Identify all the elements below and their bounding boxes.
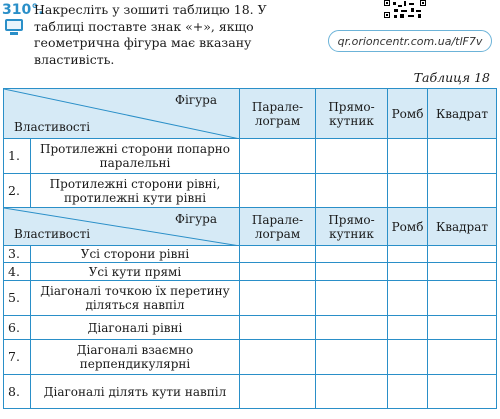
computer-icon [4,18,24,36]
row-number: 2. [4,174,31,208]
properties-header: Властивості [14,227,91,241]
answer-cell[interactable] [240,316,316,340]
answer-cell[interactable] [388,174,428,208]
column-header-square: Квадрат [428,208,497,246]
answer-cell[interactable] [388,375,428,409]
figure-header: Фігура [175,212,217,226]
answer-cell[interactable] [316,174,388,208]
row-number: 8. [4,375,31,409]
row-property: Усі сторони рівні [31,246,240,263]
row-number: 4. [4,263,31,281]
answer-cell[interactable] [240,174,316,208]
qr-link[interactable]: qr.orioncentr.com.ua/tlF7v [328,30,492,52]
column-header-rhombus: Ромб [388,89,428,139]
answer-cell[interactable] [428,316,497,340]
answer-cell[interactable] [240,340,316,375]
answer-cell[interactable] [316,316,388,340]
row-number: 3. [4,246,31,263]
table-row [4,139,497,174]
table-row [4,246,497,263]
row-property: Протилежні сторони рівні, протилежні кути рівні [31,174,240,208]
column-header-parallelogram: Парале-лограм [240,208,316,246]
answer-cell[interactable] [388,139,428,174]
row-number: 6. [4,316,31,340]
answer-cell[interactable] [388,263,428,281]
answer-cell[interactable] [316,246,388,263]
row-property: Діагоналі взаємно перпендикулярні [31,340,240,375]
answer-cell[interactable] [240,263,316,281]
answer-cell[interactable] [240,375,316,409]
column-header-rectangle: Прямо-кутник [316,89,388,139]
task-text: Накресліть у зошиті таблицю 18. У таблиці поставте знак «+», якщо геометрична фігура має вказану властивість. [34,2,267,67]
answer-cell[interactable] [428,174,497,208]
row-number: 7. [4,340,31,375]
properties-table-2 [3,207,497,409]
table-row [4,316,497,340]
row-number: 5. [4,281,31,316]
row-property: Діагоналі ділять кути навпіл [31,375,240,409]
answer-cell[interactable] [428,246,497,263]
answer-cell[interactable] [240,139,316,174]
answer-cell[interactable] [428,281,497,316]
column-header-parallelogram: Парале-лограм [240,89,316,139]
answer-cell[interactable] [316,263,388,281]
qr-code-icon [382,0,428,20]
answer-cell[interactable] [316,139,388,174]
column-header-rectangle: Прямо-кутник [316,208,388,246]
answer-cell[interactable] [388,340,428,375]
answer-cell[interactable] [388,316,428,340]
diagonal-header-cell [4,208,240,246]
answer-cell[interactable] [388,246,428,263]
task-number: 310°. [2,2,44,18]
row-property: Діагоналі рівні [31,316,240,340]
properties-table-1 [3,88,497,208]
row-property: Усі кути прямі [31,263,240,281]
column-header-square: Квадрат [428,89,497,139]
table-row [4,174,497,208]
properties-header: Властивості [14,120,91,134]
answer-cell[interactable] [428,139,497,174]
answer-cell[interactable] [316,281,388,316]
table-row [4,375,497,409]
table-row [4,263,497,281]
answer-cell[interactable] [240,281,316,316]
diagonal-header-cell [4,89,240,139]
table-row [4,340,497,375]
answer-cell[interactable] [428,263,497,281]
answer-cell[interactable] [388,281,428,316]
answer-cell[interactable] [316,340,388,375]
table-row [4,281,497,316]
table-caption: Таблиця 18 [413,70,490,85]
row-property: Протилежні сторони попарно паралельні [31,139,240,174]
answer-cell[interactable] [240,246,316,263]
column-header-rhombus: Ромб [388,208,428,246]
row-number: 1. [4,139,31,174]
answer-cell[interactable] [428,340,497,375]
figure-header: Фігура [175,93,217,107]
row-property: Діагоналі точкою їх перетину діляться навпіл [31,281,240,316]
answer-cell[interactable] [316,375,388,409]
answer-cell[interactable] [428,375,497,409]
